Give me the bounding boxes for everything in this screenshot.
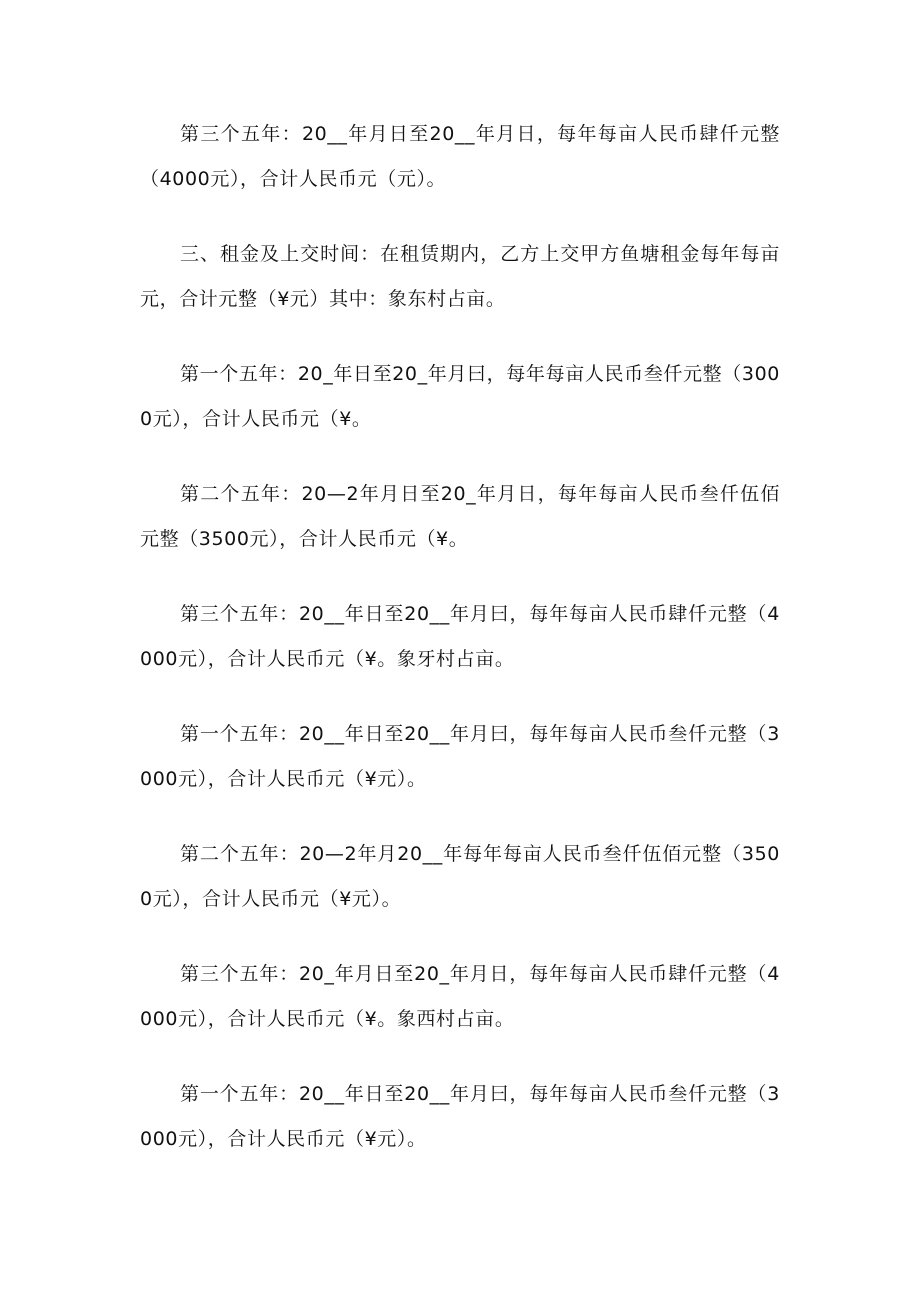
paragraph-third-five-years-intro: 第三个五年：20__年月日至20__年月日，每年每亩人民币肆仟元整（4000元），合计人民币元（元）。 <box>140 123 780 190</box>
paragraph-xiangya-second-five-years: 第二个五年：20—2年月20__年每年每亩人民币叁仟伍佰元整（3500元），合计人民币元（¥元）。 <box>140 843 780 910</box>
paragraph-xiangdong-first-five-years: 第一个五年：20_年日至20_年月曰，每年每亩人民币叁仟元整（3000元），合计人民币元（¥。 <box>140 363 780 430</box>
paragraph-xiangdong-third-five-years: 第三个五年：20__年日至20__年月曰，每年每亩人民币肆仟元整（4000元），合计人民币元（¥。象牙村占亩。 <box>140 603 780 670</box>
paragraph-xiangdong-second-five-years: 第二个五年：20—2年月日至20_年月日，每年每亩人民币叁仟伍佰元整（3500元），合计人民币元（¥。 <box>140 483 780 550</box>
paragraph-xiangya-first-five-years: 第一个五年：20__年日至20__年月曰，每年每亩人民币叁仟元整（3000元），合计人民币元（¥元）。 <box>140 723 780 790</box>
paragraph-xiangya-third-five-years: 第三个五年：20_年月日至20_年月日，每年每亩人民币肆仟元整（4000元），合计人民币元（¥。象西村占亩。 <box>140 963 780 1030</box>
paragraph-rent-and-payment-time: 三、租金及上交时间：在租赁期内，乙方上交甲方鱼塘租金每年每亩元，合计元整（¥元）其中：象东村占亩。 <box>140 243 780 310</box>
paragraph-xiangxi-first-five-years: 第一个五年：20__年日至20__年月曰，每年每亩人民币叁仟元整（3000元），合计人民币元（¥元）。 <box>140 1083 780 1150</box>
document-body <box>140 112 780 1192</box>
